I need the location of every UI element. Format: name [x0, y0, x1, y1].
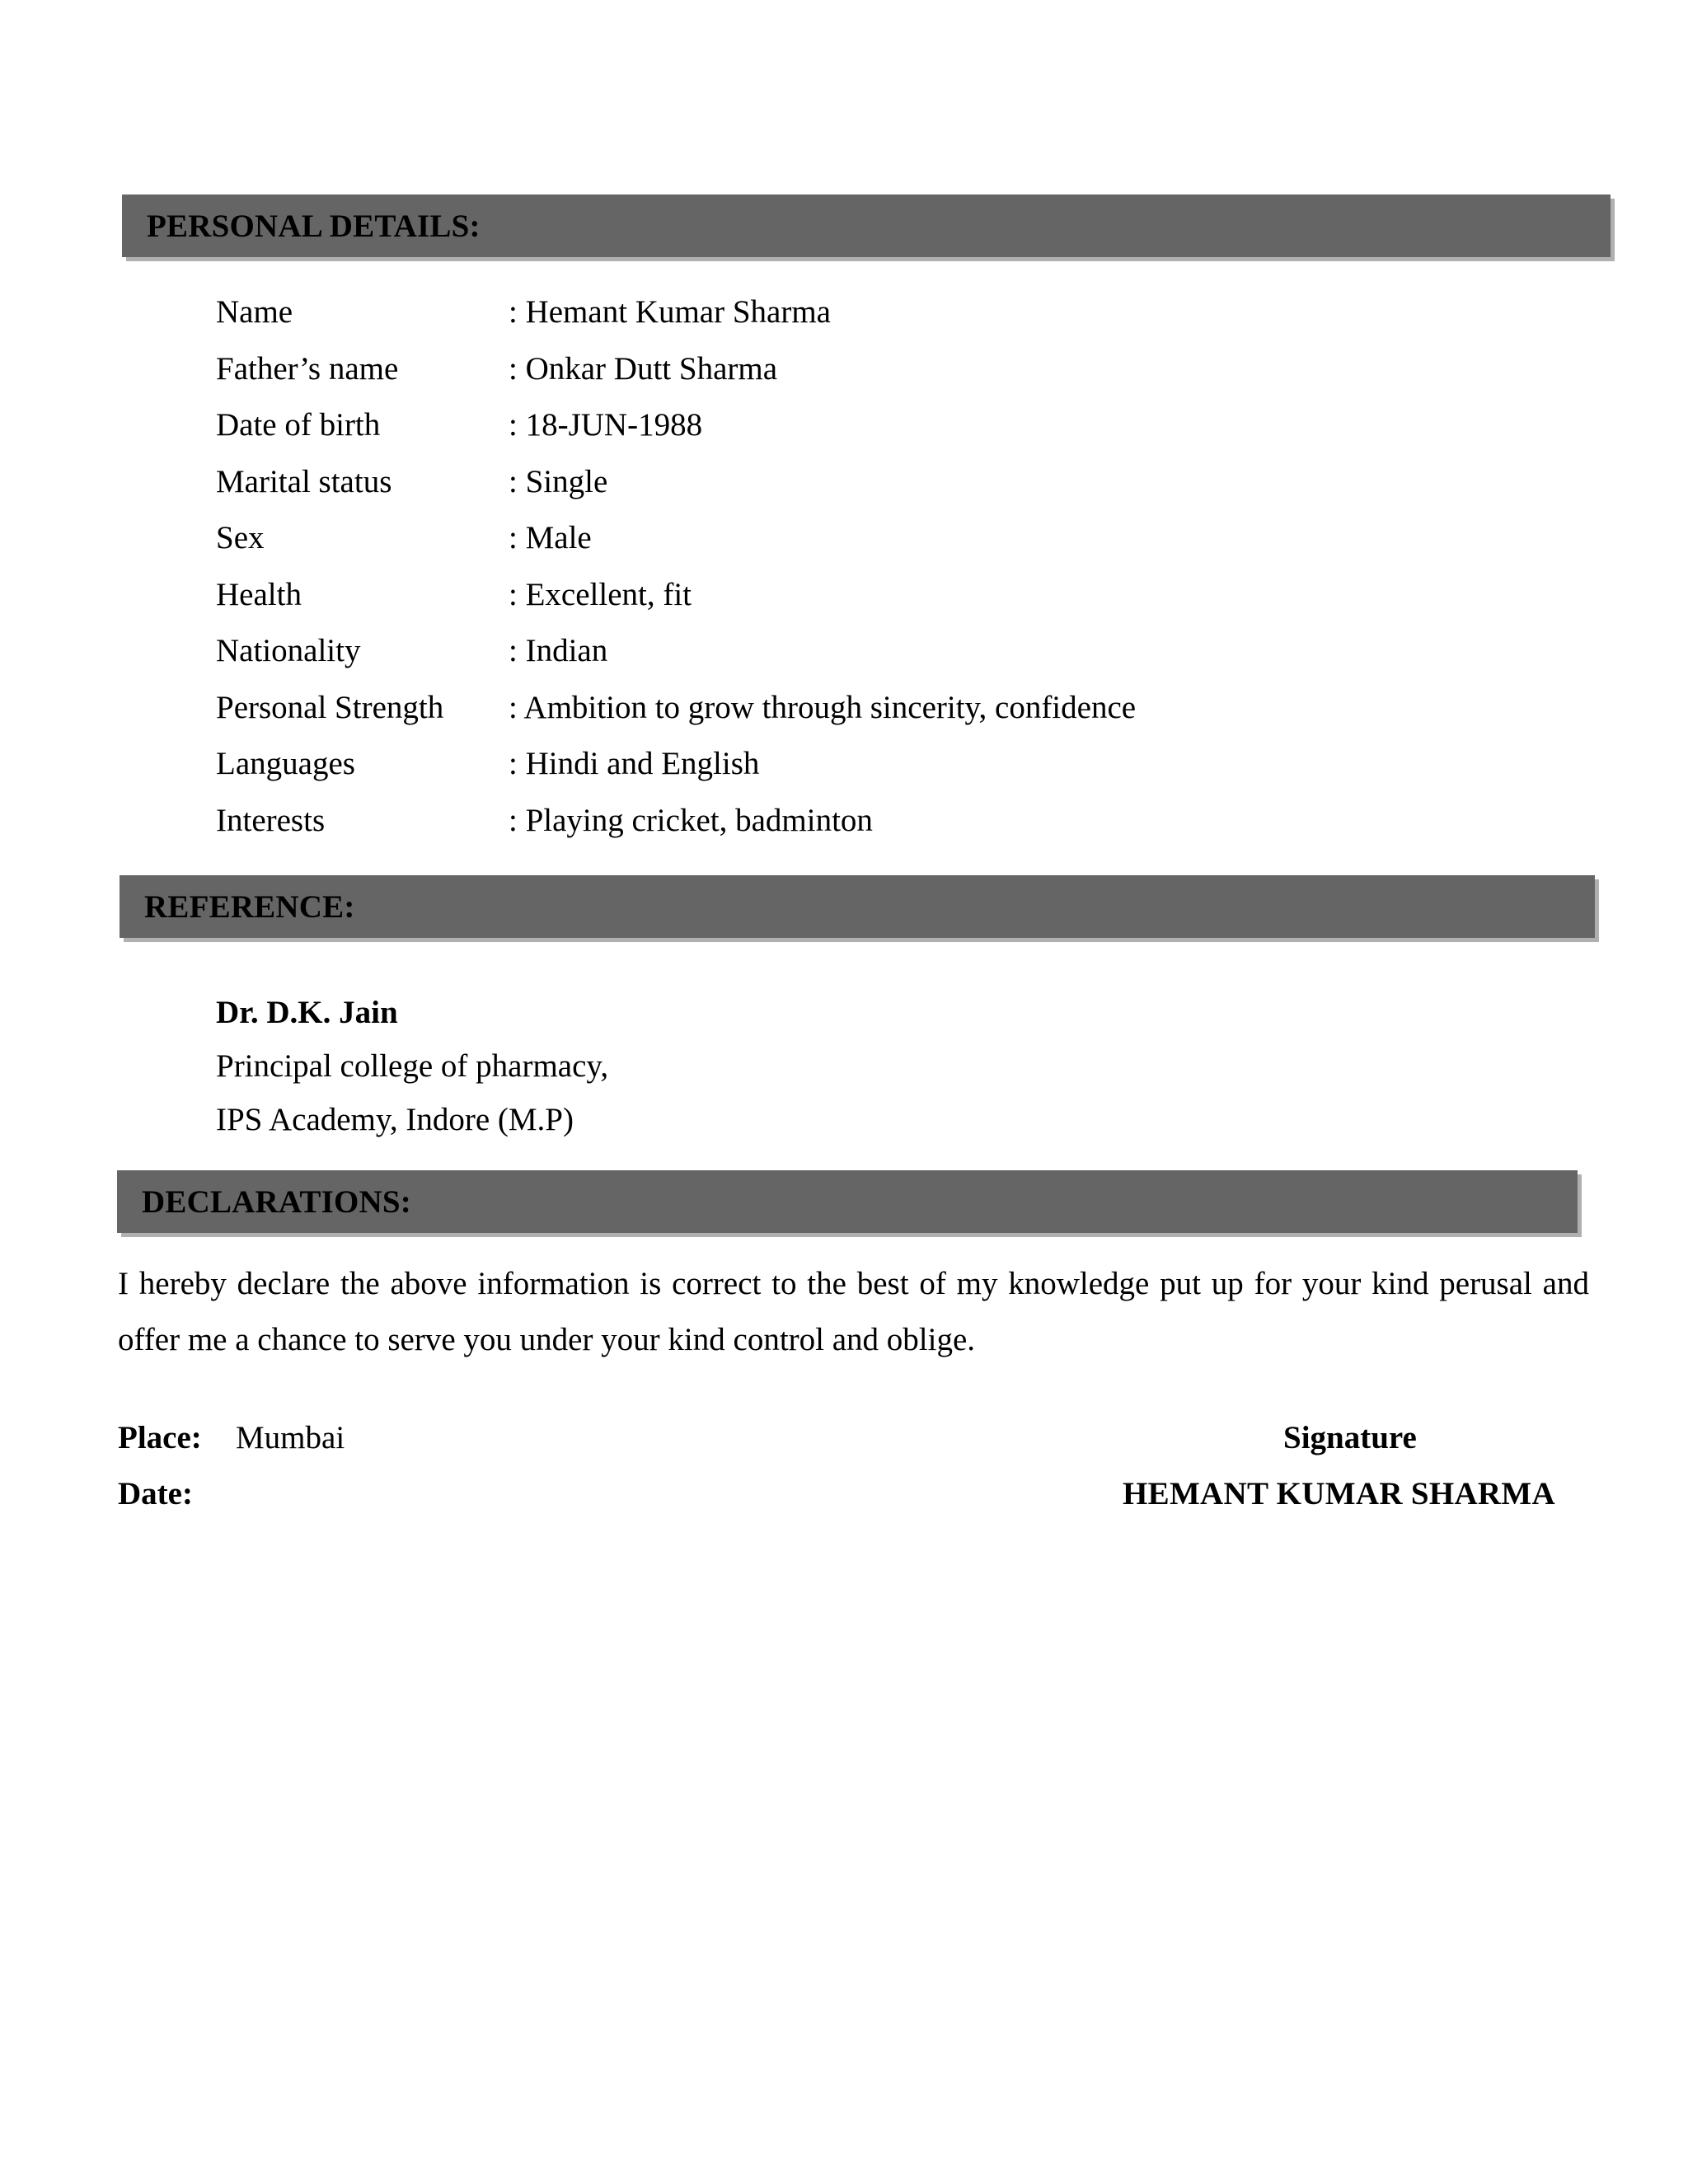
reference-header: [120, 875, 1595, 938]
detail-label: Nationality: [216, 633, 361, 668]
detail-row-marital-status: [216, 463, 1136, 520]
detail-label: Health: [216, 576, 302, 612]
declaration-text: I hereby declare the above information is correct to the best of my knowledge put up for your kind perusal and offer me a chance to serve you under your kind control and oblige.: [118, 1266, 1589, 1357]
detail-value: : 18-JUN-1988: [509, 407, 703, 443]
detail-row-languages: [216, 745, 1136, 802]
detail-value: : Indian: [509, 633, 608, 668]
reference-name: Dr. D.K. Jain: [216, 995, 398, 1030]
detail-label: Sex: [216, 520, 265, 555]
reference-line-2: IPS Academy, Indore (M.P): [216, 1102, 574, 1137]
place-value: Mumbai: [236, 1420, 345, 1455]
detail-row-health: [216, 576, 1136, 633]
detail-value: : Hindi and English: [509, 746, 760, 781]
detail-row-fathers-name: [216, 350, 1136, 407]
detail-label: Languages: [216, 746, 355, 781]
detail-value: : Hemant Kumar Sharma: [509, 294, 831, 330]
declarations-header: [117, 1170, 1578, 1233]
detail-value: : Excellent, fit: [509, 576, 692, 612]
detail-label: Father’s name: [216, 350, 399, 387]
signature-name: HEMANT KUMAR SHARMA: [1123, 1476, 1555, 1511]
personal-details-title: PERSONAL DETAILS:: [147, 208, 481, 244]
declarations-title: DECLARATIONS:: [142, 1183, 411, 1220]
detail-label: Personal Strength: [216, 689, 444, 725]
detail-row-nationality: [216, 632, 1136, 689]
date-label: Date:: [118, 1476, 193, 1511]
signature-label: Signature: [1283, 1420, 1417, 1455]
detail-label: Name: [216, 294, 293, 330]
detail-row-date-of-birth: [216, 406, 1136, 463]
detail-value: : Onkar Dutt Sharma: [509, 350, 778, 387]
detail-row-name: [216, 293, 1136, 350]
personal-details-header: [122, 194, 1611, 257]
detail-label: Marital status: [216, 463, 392, 499]
personal-details-list: [216, 293, 1136, 858]
detail-value: : Male: [509, 520, 592, 555]
detail-row-interests: [216, 802, 1136, 859]
reference-title: REFERENCE:: [144, 888, 355, 925]
detail-row-personal-strength: [216, 689, 1136, 746]
detail-label: Date of birth: [216, 407, 381, 443]
reference-line-1: Principal college of pharmacy,: [216, 1048, 609, 1084]
place-label: Place:: [118, 1420, 202, 1455]
detail-value: : Ambition to grow through sincerity, confidence: [509, 689, 1137, 725]
detail-value: : Playing cricket, badminton: [509, 802, 873, 838]
detail-value: : Single: [509, 463, 608, 499]
reference-block: [216, 986, 608, 1146]
detail-label: Interests: [216, 802, 326, 838]
detail-row-sex: [216, 519, 1136, 576]
